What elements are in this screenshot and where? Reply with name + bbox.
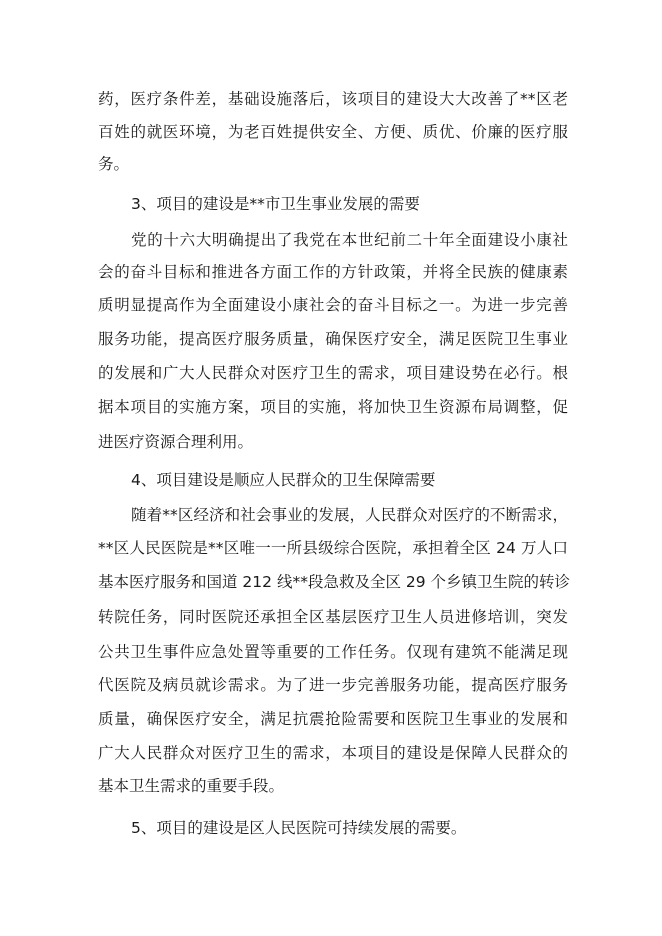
text-line: 代医院及病员就诊需求。为了进一步完善服务功能，提高医疗服务 bbox=[98, 676, 568, 694]
text-line: 质量，确保医疗安全，满足抗震抢险需要和医院卫生事业的发展和 bbox=[98, 710, 568, 728]
text-line: **区人民医院是**区唯一一所县级综合医院，承担着全区 24 万人口 bbox=[98, 539, 568, 557]
text-line: 公共卫生事件应急处置等重要的工作任务。仅现有建筑不能满足现 bbox=[98, 643, 568, 661]
text-line: 基本卫生需求的重要手段。 bbox=[98, 777, 285, 795]
text-line: 随着**区经济和社会事业的发展，人民群众对医疗的不断需求， bbox=[131, 506, 568, 524]
section-heading: 3、项目的建设是**市卫生事业发展的需要 bbox=[131, 195, 420, 213]
text-line: 务。 bbox=[98, 155, 130, 173]
text-line: 服务功能，提高医疗服务质量，确保医疗安全，满足医院卫生事业 bbox=[98, 330, 568, 348]
text-line: 会的奋斗目标和推进各方面工作的方针政策，并将全民族的健康素 bbox=[98, 263, 568, 281]
text-line: 转院任务，同时医院还承担全区基层医疗卫生人员进修培训，突发 bbox=[98, 608, 568, 626]
text-line: 广大人民群众对医疗卫生的需求，本项目的建设是保障人民群众的 bbox=[98, 744, 568, 762]
text-line: 质明显提高作为全面建设小康社会的奋斗目标之一。为进一步完善 bbox=[98, 296, 568, 314]
text-line: 进医疗资源合理利用。 bbox=[98, 433, 254, 451]
section-heading: 4、项目建设是顺应人民群众的卫生保障需要 bbox=[131, 471, 436, 489]
text-line: 党的十六大明确提出了我党在本世纪前二十年全面建设小康社 bbox=[131, 231, 568, 249]
text-line: 的发展和广大人民群众对医疗卫生的需求，项目建设势在必行。根 bbox=[98, 364, 568, 382]
text-line: 百姓的就医环境，为老百姓提供安全、方便、质优、价廉的医疗服 bbox=[98, 123, 568, 141]
text-line: 据本项目的实施方案，项目的实施，将加快卫生资源布局调整，促 bbox=[98, 398, 568, 416]
text-line: 药，医疗条件差，基础设施落后，该项目的建设大大改善了**区老 bbox=[98, 90, 568, 108]
text-line: 基本医疗服务和国道 212 线**段急救及全区 29 个乡镇卫生院的转诊 bbox=[98, 573, 571, 591]
section-heading: 5、项目的建设是区人民医院可持续发展的需要。 bbox=[131, 819, 467, 837]
